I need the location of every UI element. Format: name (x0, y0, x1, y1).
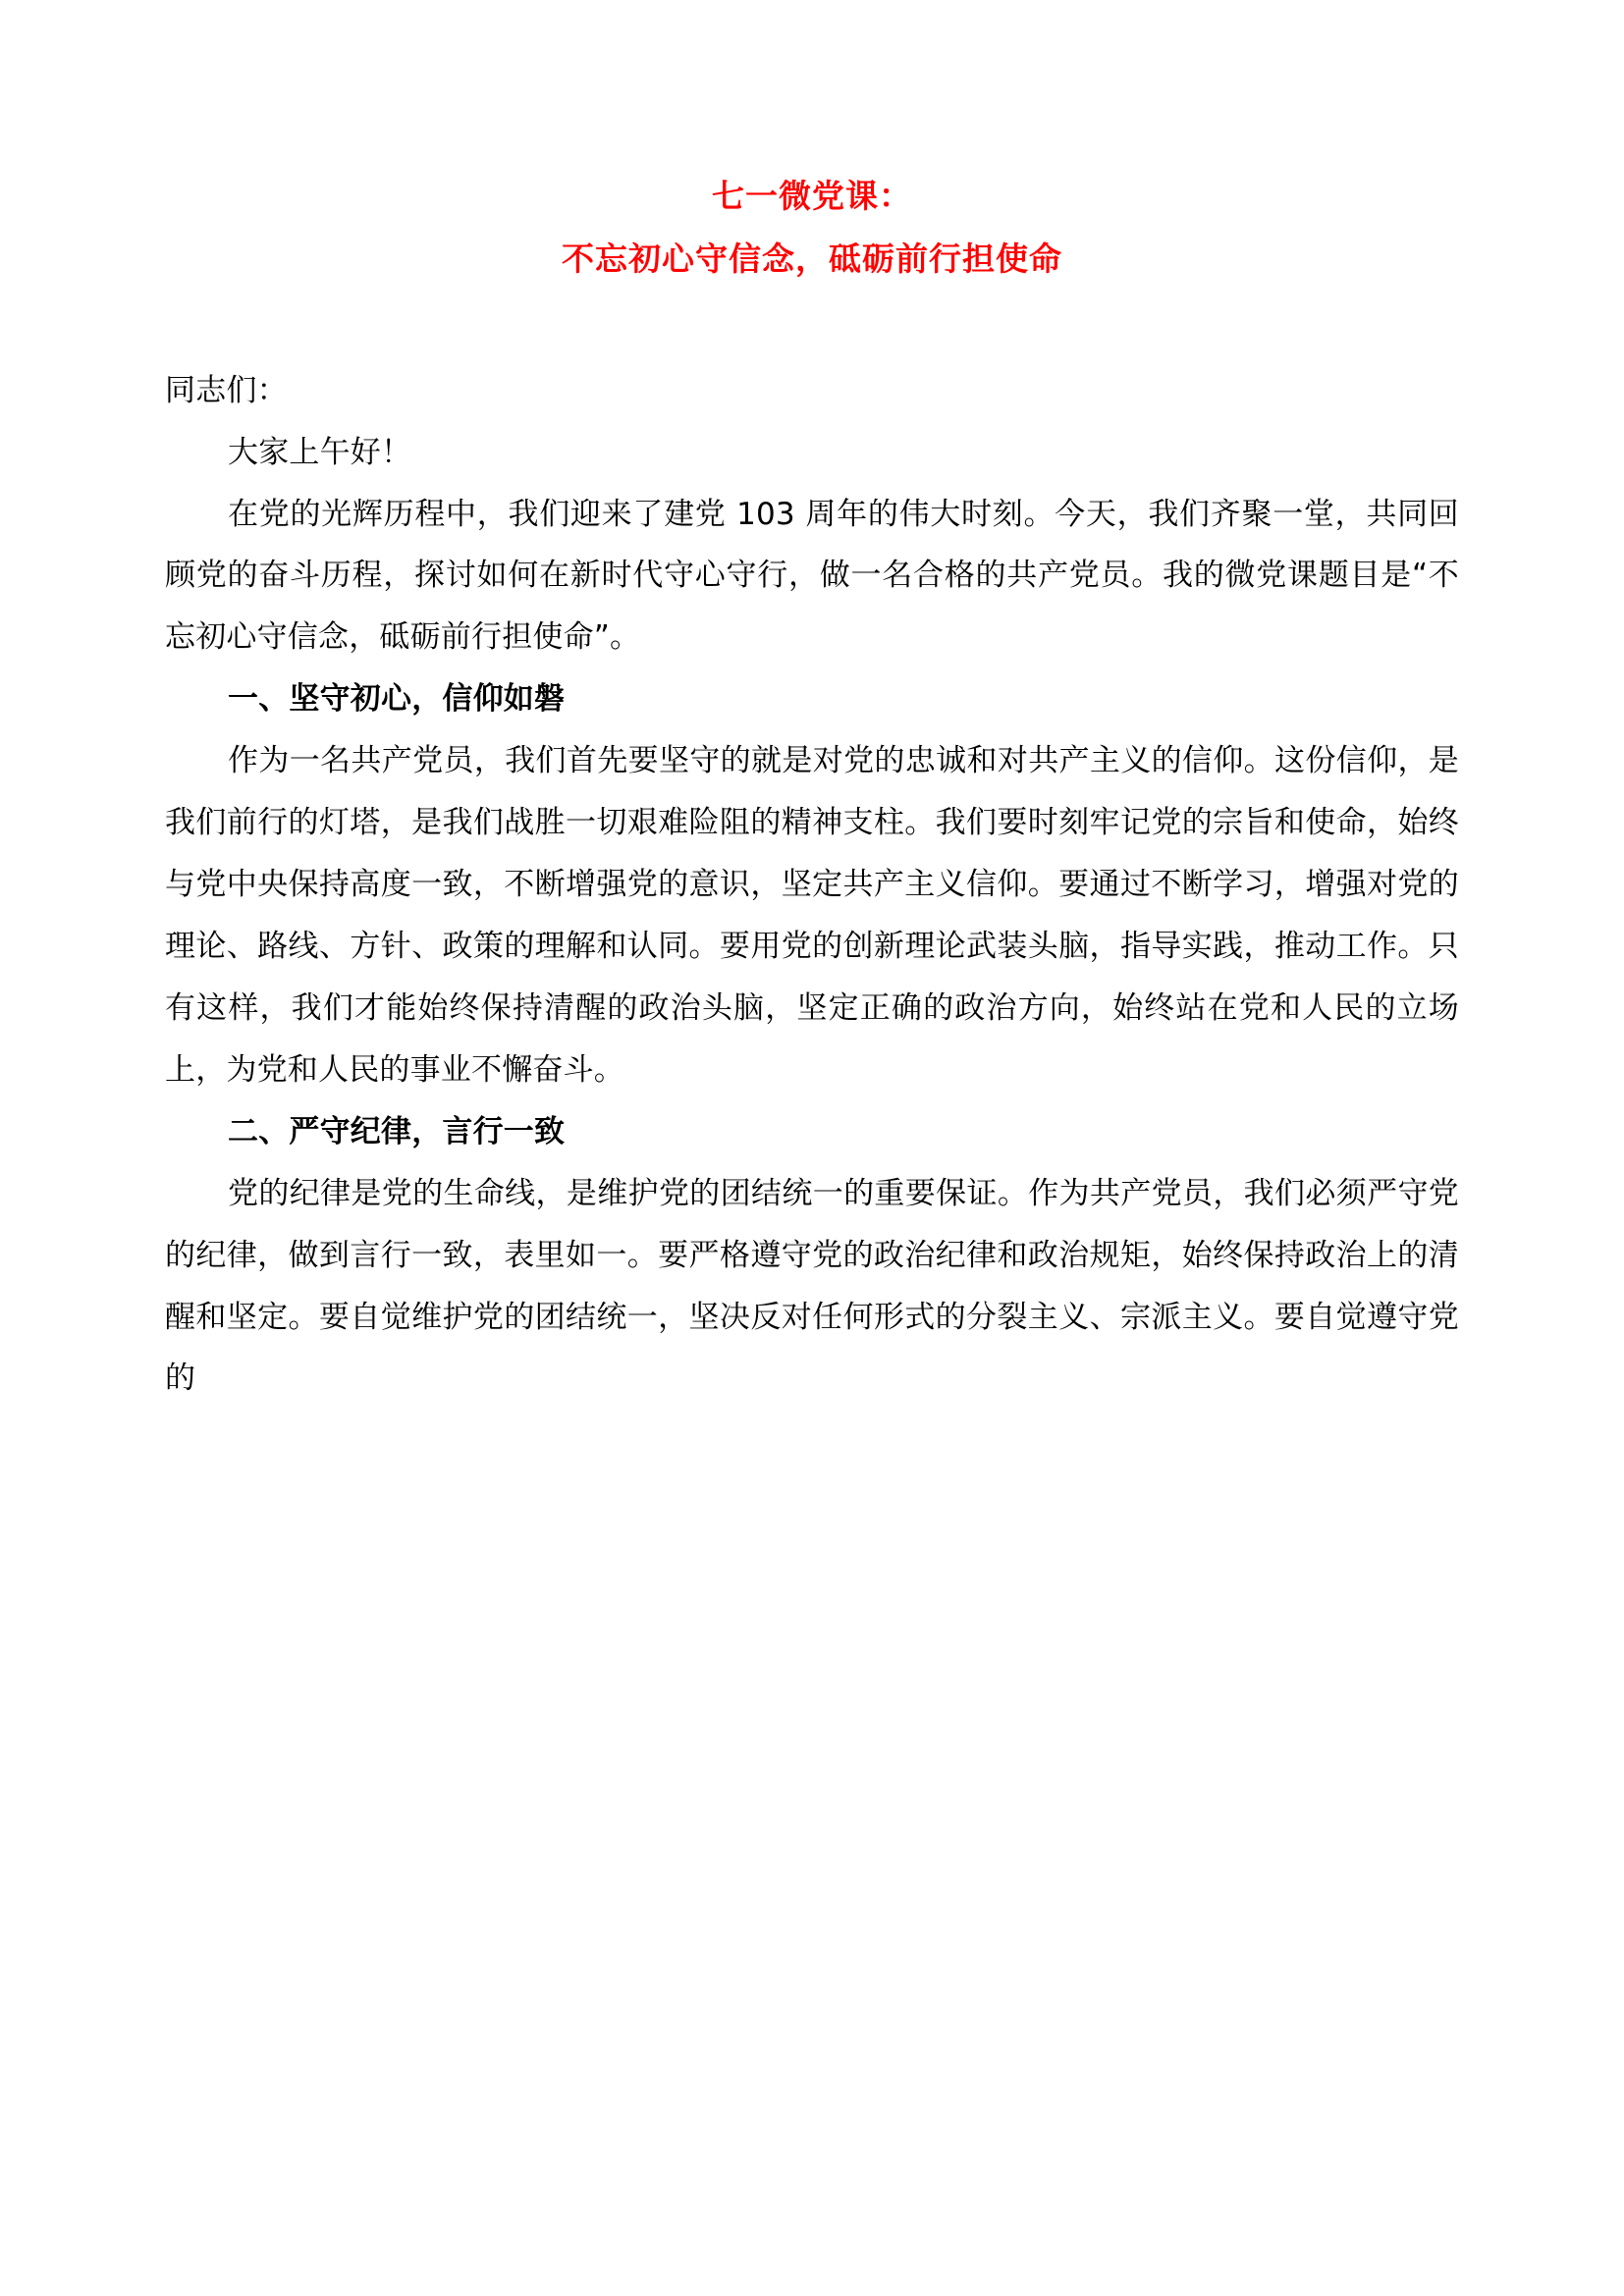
section-heading-1: 一、坚守初心，信仰如磐 (228, 681, 566, 718)
title-line-2: 不忘初心守信念，砥砺前行担使命 (562, 240, 1062, 279)
document-title (165, 165, 1459, 292)
section-body-2: 党的纪律是党的生命线，是维护党的团结统一的重要保证。作为共产党员，我们必须严守党的纪律，做到言行一致，表里如一。要严格遵守党的政治纪律和政治规矩，始终保持政治上的清醒和坚定。要自觉维护党的团结统一，坚决反对任何形式的分裂主义、宗派主义。要自觉遵守党的 (165, 1175, 1459, 1397)
paragraph-greeting: 大家上午好！ (228, 434, 412, 470)
section-body-1: 作为一名共产党员，我们首先要坚守的就是对党的忠诚和对共产主义的信仰。这份信仰，是我们前行的灯塔，是我们战胜一切艰难险阻的精神支柱。我们要时刻牢记党的宗旨和使命，始终与党中央保持高度一致，不断增强党的意识，坚定共产主义信仰。要通过不断学习，增强对党的理论、路线、方针、政策的理解和认同。要用党的创新理论武装头脑，指导实践，推动工作。只有这样，我们才能始终保持清醒的政治头脑，坚定正确的政治方向，始终站在党和人民的立场上，为党和人民的事业不懈奋斗。 (165, 743, 1459, 1088)
paragraph-intro: 在党的光辉历程中，我们迎来了建党 103 周年的伟大时刻。今天，我们齐聚一堂，共同回顾党的奋斗历程，探讨如何在新时代守心守行，做一名合格的共产党员。我的微党课题目是“不忘初心守信念，砥砺前行担使命”。 (165, 496, 1459, 656)
title-line-1: 七一微党课： (712, 177, 912, 215)
salutation: 同志们： (165, 372, 288, 408)
document-body (165, 360, 1459, 1411)
section-heading-2: 二、严守纪律，言行一致 (228, 1113, 566, 1149)
